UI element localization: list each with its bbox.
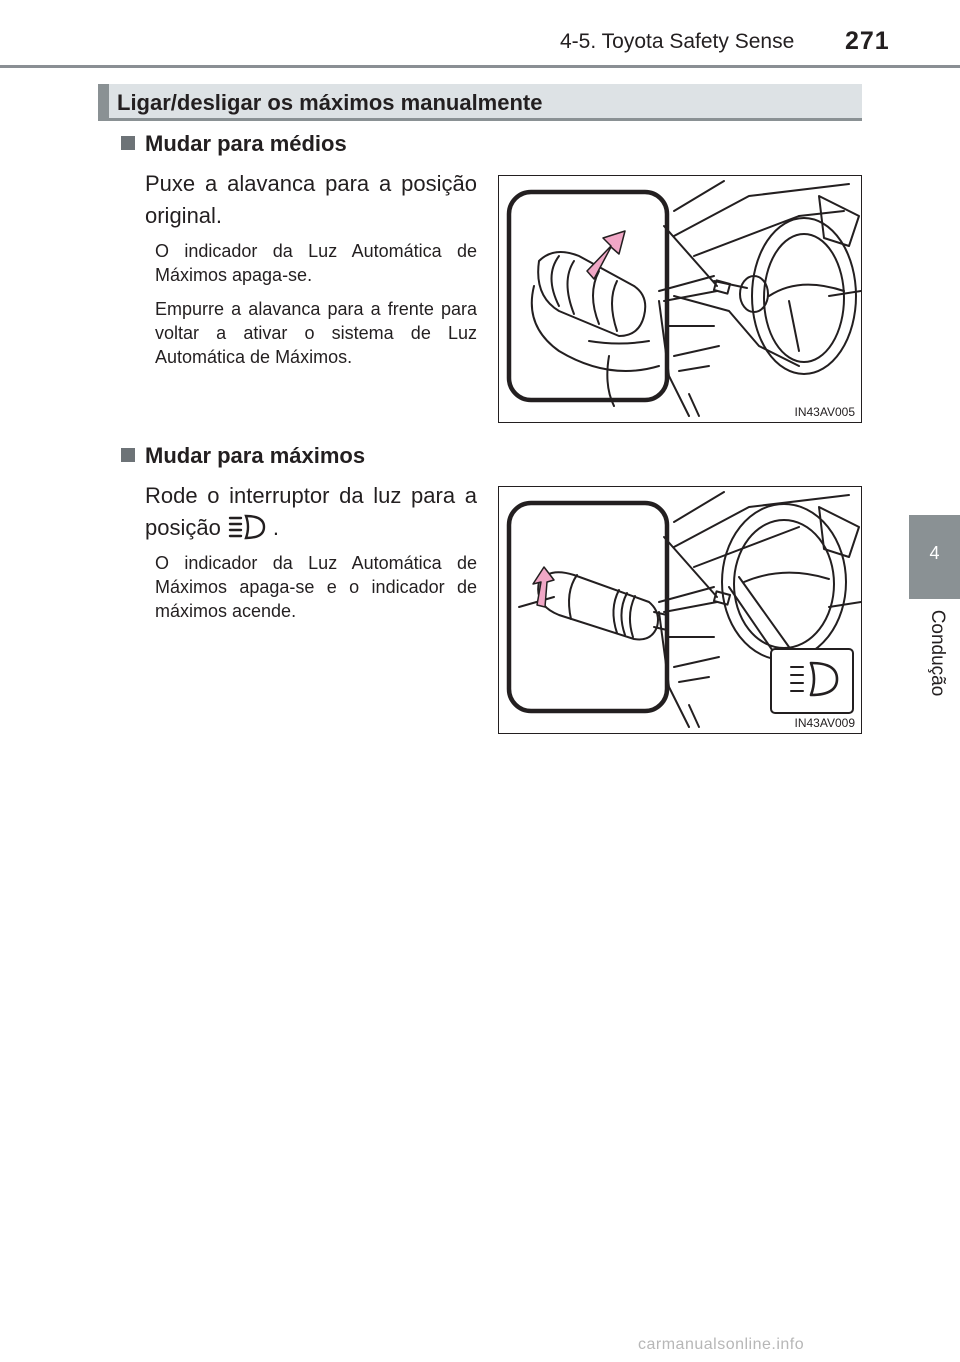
watermark: carmanualsonline.info — [638, 1336, 805, 1353]
figure-light-switch — [498, 486, 862, 734]
lever-pull-illustration — [499, 176, 861, 422]
light-switch-rotate-illustration — [499, 487, 861, 733]
subheading-high-beam — [121, 443, 365, 469]
note-high-beam-1: O indicador da Luz Automática de Máximos apaga-se e o indicador de máximos acende. — [155, 553, 477, 621]
section-title: Ligar/desligar os máximos manualmente — [117, 90, 543, 115]
header-divider — [0, 65, 960, 68]
square-bullet-icon — [121, 448, 135, 462]
instruction-low-beam: Puxe a alavanca para a posição original. — [145, 171, 477, 228]
chapter-label: Condução — [927, 609, 948, 697]
instruction-high-beam-end: . — [272, 515, 279, 540]
figure-lever-pull — [498, 175, 862, 423]
section-bar-accent — [98, 84, 109, 121]
instruction-high-beam — [145, 480, 477, 550]
header-section-title: 4-5. Toyota Safety Sense — [560, 30, 795, 53]
subheading-low-beam — [121, 131, 347, 157]
square-bullet-icon — [121, 136, 135, 150]
subheading-low-beam-text: Mudar para médios — [145, 131, 347, 156]
instruction-high-beam-text: Rode o interruptor da luz para a posição — [145, 483, 477, 540]
figure-code: IN43AV009 — [794, 716, 855, 730]
section-heading-bar — [98, 84, 862, 121]
high-beam-icon — [227, 513, 267, 550]
subheading-high-beam-text: Mudar para máximos — [145, 443, 366, 468]
note-low-beam-2: Empurre a alavanca para a frente para voltar a ativar o sistema de Luz Automática de Máximos. — [155, 299, 477, 367]
page-number: 271 — [845, 27, 890, 55]
figure-code: IN43AV005 — [794, 405, 855, 419]
chapter-tab — [909, 515, 960, 599]
note-low-beam-1: O indicador da Luz Automática de Máximos apaga-se. — [155, 241, 477, 285]
chapter-number: 4 — [929, 543, 940, 563]
